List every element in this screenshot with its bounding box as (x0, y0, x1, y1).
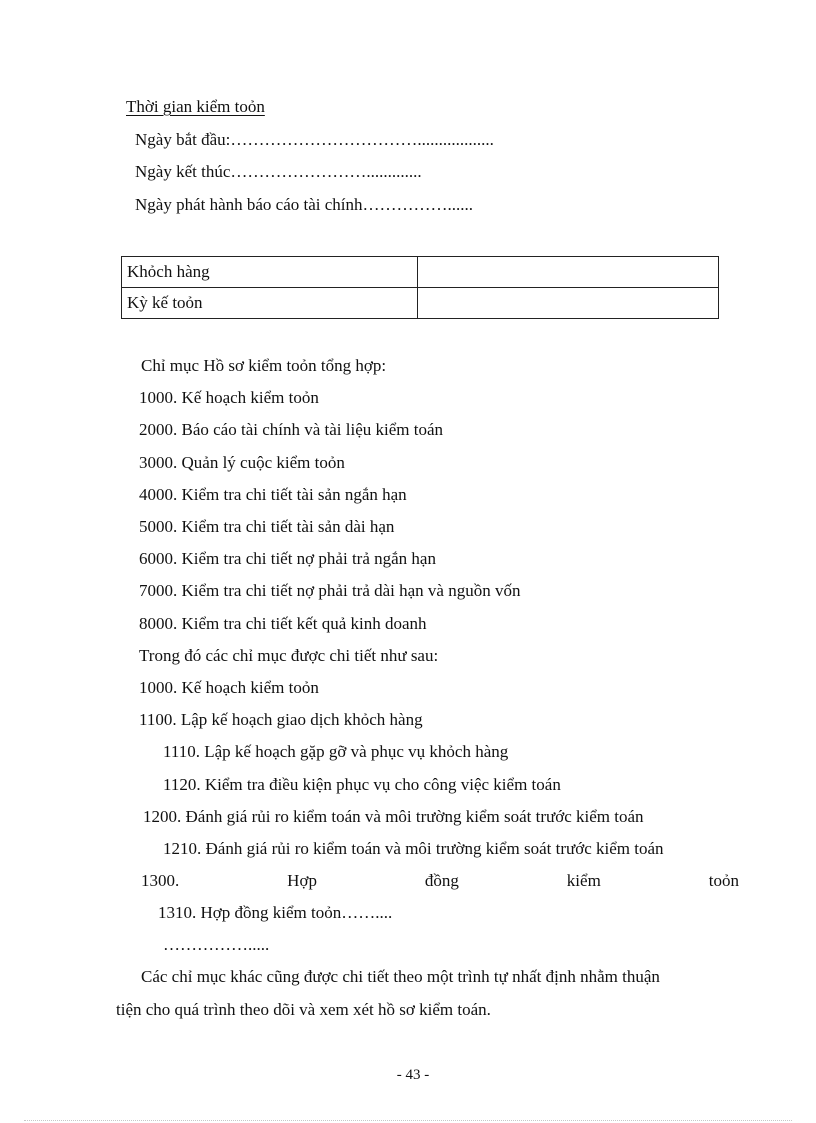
report-issue-date-line: Ngày phát hành báo cáo tài chính……………...... (135, 195, 474, 214)
detail-item-1200: 1200. Đánh giá rủi ro kiểm toán và môi trường kiểm soát trước kiểm toán (143, 807, 644, 826)
index-item-3000: 3000. Quản lý cuộc kiểm toỏn (139, 453, 345, 472)
index-intro: Chỉ mục Hồ sơ kiểm toỏn tổng hợp: (141, 356, 387, 375)
continuation-ellipsis: ……………..... (163, 935, 270, 954)
justified-word: toỏn (708, 871, 739, 890)
client-value-cell (418, 257, 719, 288)
index-item-5000: 5000. Kiểm tra chi tiết tài sản dài hạn (139, 517, 395, 536)
period-value-cell (418, 288, 719, 319)
index-item-7000: 7000. Kiểm tra chi tiết nợ phải trả dài hạn và nguồn vốn (139, 581, 521, 600)
justified-word: Hợp (287, 871, 317, 890)
detail-item-1300 (141, 870, 739, 892)
audit-time-heading: Thời gian kiểm toỏn (126, 97, 265, 116)
detail-item-1110: 1110. Lập kế hoạch gặp gỡ và phục vụ khỏch hàng (163, 742, 509, 761)
page-bottom-divider (24, 1120, 792, 1121)
justified-word: kiểm (566, 871, 601, 890)
table-row (122, 288, 719, 319)
index-item-6000: 6000. Kiểm tra chi tiết nợ phải trả ngắn hạn (139, 549, 436, 568)
index-item-8000: 8000. Kiểm tra chi tiết kết quả kinh doanh (139, 614, 427, 633)
detail-item-1310: 1310. Hợp đồng kiểm toỏn…….... (158, 903, 393, 922)
end-date-line: Ngày kết thúc……………………............. (135, 162, 422, 181)
table-row (122, 257, 719, 288)
period-label-cell: Kỳ kế toỏn (122, 288, 418, 319)
start-date-line: Ngày bắt đầu:…………………………….................. (135, 130, 494, 149)
closing-paragraph-line-1: Các chỉ mục khác cũng được chi tiết theo một trình tự nhất định nhằm thuận (141, 967, 660, 986)
closing-paragraph-line-2: tiện cho quá trình theo dõi và xem xét hồ sơ kiểm toán. (116, 1000, 491, 1019)
detail-item-1100: 1100. Lập kế hoạch giao dịch khỏch hàng (139, 710, 423, 729)
detail-item-1000: 1000. Kế hoạch kiểm toỏn (139, 678, 319, 697)
client-info-table (121, 256, 719, 319)
index-item-1000: 1000. Kế hoạch kiểm toỏn (139, 388, 319, 407)
client-label-cell: Khỏch hàng (122, 257, 418, 288)
index-item-4000: 4000. Kiểm tra chi tiết tài sản ngắn hạn (139, 485, 407, 504)
justified-word: 1300. (141, 871, 180, 890)
detail-item-1120: 1120. Kiểm tra điều kiện phục vụ cho công việc kiểm toán (163, 775, 561, 794)
justified-word: đồng (424, 871, 459, 890)
index-item-2000: 2000. Báo cáo tài chính và tài liệu kiểm toán (139, 420, 444, 439)
page-number: - 43 - (396, 1067, 430, 1083)
detail-intro: Trong đó các chỉ mục được chi tiết như sau: (139, 646, 439, 665)
detail-item-1210: 1210. Đánh giá rủi ro kiểm toán và môi trường kiểm soát trước kiểm toán (163, 839, 664, 858)
